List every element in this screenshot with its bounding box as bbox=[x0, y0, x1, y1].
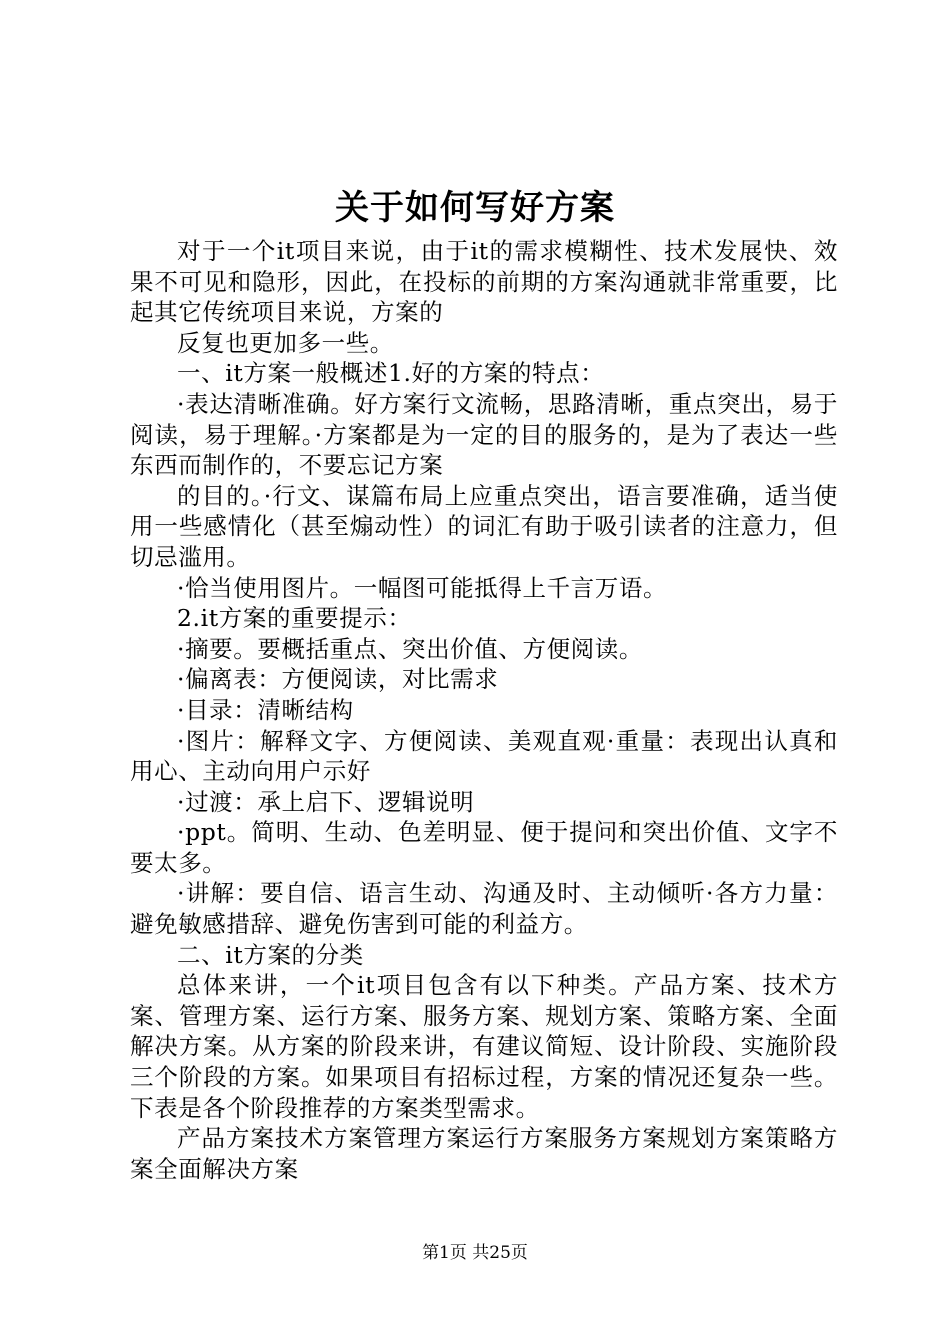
paragraph: 反复也更加多一些。 bbox=[177, 328, 394, 357]
bullet-paragraph: ·讲解：要自信、语言生动、沟通及时、主动倾听·各方力量：避免敏感措辞、避免伤害到可能的利益方。 bbox=[130, 879, 838, 939]
bullet-paragraph: ·图片：解释文字、方便阅读、美观直观·重量：表现出认真和用心、主动向用户示好 bbox=[130, 726, 838, 786]
bullet-paragraph: ·目录：清晰结构 bbox=[177, 695, 354, 724]
section-heading: 二、it方案的分类 bbox=[177, 940, 364, 969]
page-number-footer: 第1页 共25页 bbox=[422, 1243, 528, 1263]
bullet-paragraph: ·过渡：承上启下、逻辑说明 bbox=[177, 787, 475, 816]
paragraph: 对于一个it项目来说，由于it的需求模糊性、技术发展快、效果不可见和隐形，因此，在投标的前期的方案沟通就非常重要，比起其它传统项目来说，方案的 bbox=[130, 237, 838, 327]
bullet-paragraph: ·摘要。要概括重点、突出价值、方便阅读。 bbox=[177, 634, 643, 663]
bullet-paragraph: ·偏离表：方便阅读，对比需求 bbox=[177, 665, 499, 694]
paragraph: 总体来讲，一个it项目包含有以下种类。产品方案、技术方案、管理方案、运行方案、服务方案、规划方案、策略方案、全面解决方案。从方案的阶段来讲，有建议简短、设计阶段、实施阶段三个阶段的方案。如果项目有招标过程，方案的情况还复杂一些。下表是各个阶段推荐的方案类型需求。 bbox=[130, 971, 838, 1122]
document-title: 关于如何写好方案 bbox=[335, 188, 615, 228]
paragraph: 产品方案技术方案管理方案运行方案服务方案规划方案策略方案全面解决方案 bbox=[130, 1124, 838, 1183]
paragraph: 的目的。·行文、谋篇布局上应重点突出，语言要准确，适当使用一些感情化（甚至煽动性）的词汇有助于吸引读者的注意力，但切忌滥用。 bbox=[130, 481, 838, 571]
bullet-paragraph: ·ppt。简明、生动、色差明显、便于提问和突出价值、文字不要太多。 bbox=[130, 818, 838, 877]
bullet-paragraph: ·恰当使用图片。一幅图可能抵得上千言万语。 bbox=[177, 573, 668, 602]
document-body bbox=[130, 236, 838, 1184]
bullet-paragraph: ·表达清晰准确。好方案行文流畅，思路清晰，重点突出，易于阅读，易于理解。·方案都是为一定的目的服务的，是为了表达一些东西而制作的，不要忘记方案 bbox=[130, 389, 838, 480]
section-heading: 一、it方案一般概述1.好的方案的特点： bbox=[177, 359, 605, 388]
section-heading: 2.it方案的重要提示： bbox=[177, 604, 412, 633]
